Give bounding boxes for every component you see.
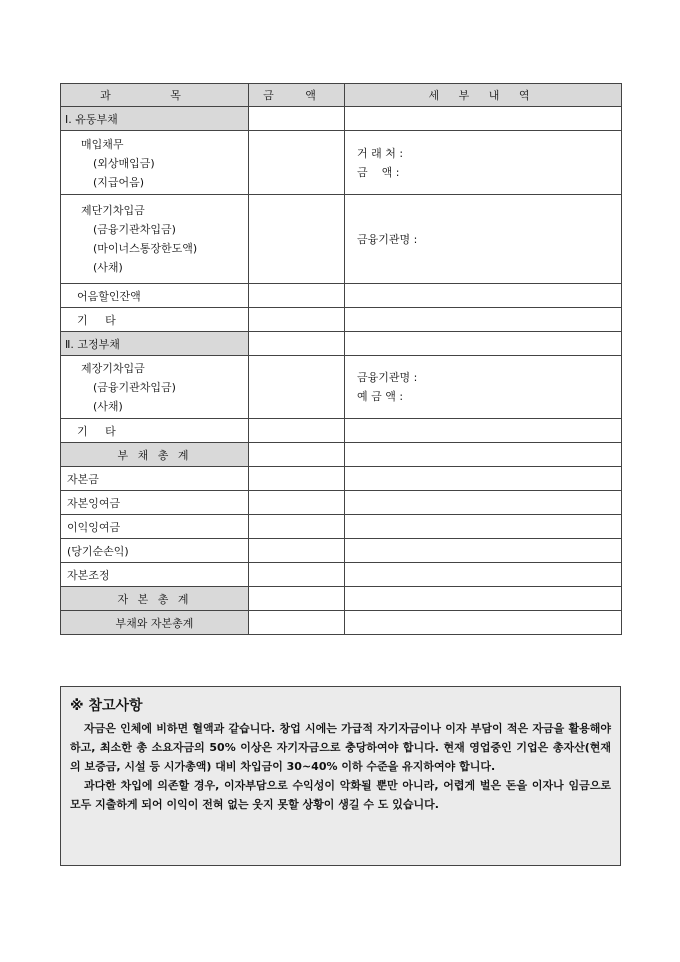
- amount-cell: [249, 515, 345, 539]
- detail-cell: [345, 467, 622, 491]
- longloans-sub1: (금융기관차입금): [93, 380, 176, 394]
- detail-cell: [345, 284, 622, 308]
- detail-cell: [345, 332, 622, 356]
- net-income-label: (당기순손익): [61, 539, 249, 563]
- detail-cell: [345, 539, 622, 563]
- amount-cell: [249, 356, 345, 419]
- payables-sub2: (지급어음): [93, 176, 145, 189]
- shortloans-detail1: 금융기관명 :: [357, 233, 418, 246]
- current-other-label: 기 타: [61, 308, 249, 332]
- detail-cell: [345, 491, 622, 515]
- shortloans-label: 제단기차입금: [81, 204, 145, 217]
- current-liabilities-title: Ⅰ. 유동부채: [61, 107, 249, 131]
- detail-cell: [345, 308, 622, 332]
- discount-label: 어음할인잔액: [61, 284, 249, 308]
- longloans-label: 제장기차입금: [81, 361, 145, 375]
- longloans-sub2: (사채): [93, 399, 123, 413]
- amount-cell: [249, 131, 345, 195]
- detail-cell: [345, 443, 622, 467]
- amount-cell: [249, 308, 345, 332]
- payables-detail2: 금 액 :: [357, 165, 400, 179]
- payables-detail: [345, 131, 622, 195]
- reference-note-box: [60, 686, 621, 866]
- detail-cell: [345, 515, 622, 539]
- shortloans-sub1: (금융기관차입금): [93, 223, 176, 236]
- detail-cell: [345, 419, 622, 443]
- note-title: ※ 참고사항: [70, 698, 143, 714]
- shortloans-detail: [345, 195, 622, 284]
- detail-cell: [345, 107, 622, 131]
- note-paragraph-2: 과다한 차입에 의존할 경우, 이자부담으로 수익성이 악화될 뿐만 아니라, 어렵게 벌은 돈을 이자나 임금으로 모두 지출하게 되어 이익이 전혀 없는 웃지 못할 상황이 생길 수 도 있습니다.: [70, 779, 611, 811]
- payables-label: 매입채무: [81, 138, 124, 151]
- header-details: 세 부 내 역: [345, 84, 622, 107]
- balance-sheet-table: [60, 83, 622, 635]
- longloans-detail1: 금융기관명 :: [357, 371, 418, 384]
- amount-cell: [249, 563, 345, 587]
- amount-cell: [249, 491, 345, 515]
- payables-sub1: (외상매입금): [93, 157, 155, 170]
- amount-cell: [249, 611, 345, 635]
- capital-surplus-label: 자본잉여금: [61, 491, 249, 515]
- amount-cell: [249, 419, 345, 443]
- shortloans-sub2: (마이너스통장한도액): [93, 242, 198, 255]
- header-amount: 금 액: [249, 84, 345, 107]
- amount-cell: [249, 332, 345, 356]
- shortloans-sub3: (사채): [93, 261, 123, 274]
- fixed-other-label: 기 타: [61, 419, 249, 443]
- retained-earnings-label: 이익잉여금: [61, 515, 249, 539]
- grand-total-label: 부채와 자본총계: [61, 611, 249, 635]
- liabilities-total-label: 부 채 총 계: [61, 443, 249, 467]
- capital-adjustment-label: 자본조정: [61, 563, 249, 587]
- header-subject: 과 목: [61, 84, 249, 107]
- detail-cell: [345, 563, 622, 587]
- detail-cell: [345, 587, 622, 611]
- fixed-liabilities-title: Ⅱ. 고정부채: [61, 332, 249, 356]
- amount-cell: [249, 195, 345, 284]
- amount-cell: [249, 539, 345, 563]
- amount-cell: [249, 284, 345, 308]
- amount-cell: [249, 467, 345, 491]
- shortloans-cell: [61, 195, 249, 284]
- amount-cell: [249, 443, 345, 467]
- equity-total-label: 자 본 총 계: [61, 587, 249, 611]
- longloans-cell: [61, 356, 249, 419]
- amount-cell: [249, 107, 345, 131]
- payables-cell: [61, 131, 249, 195]
- payables-detail1: 거 래 처 :: [357, 146, 404, 160]
- longloans-detail2: 예 금 액 :: [357, 390, 404, 403]
- detail-cell: [345, 611, 622, 635]
- amount-cell: [249, 587, 345, 611]
- capital-label: 자본금: [61, 467, 249, 491]
- longloans-detail: [345, 356, 622, 419]
- note-paragraph-1: 자금은 인체에 비하면 혈액과 같습니다. 창업 시에는 가급적 자기자금이나 이자 부담이 적은 자금을 활용해야 하고, 최소한 총 소요자금의 50% 이상은 자기자금으로 충당하여야 합니다. 현재 영업중인 기업은 총자산(현재의 보증금, 시설 등 시가총액) 대비 차입금이 30~40% 이하 수준을 유지하여야 합니다.: [70, 722, 611, 773]
